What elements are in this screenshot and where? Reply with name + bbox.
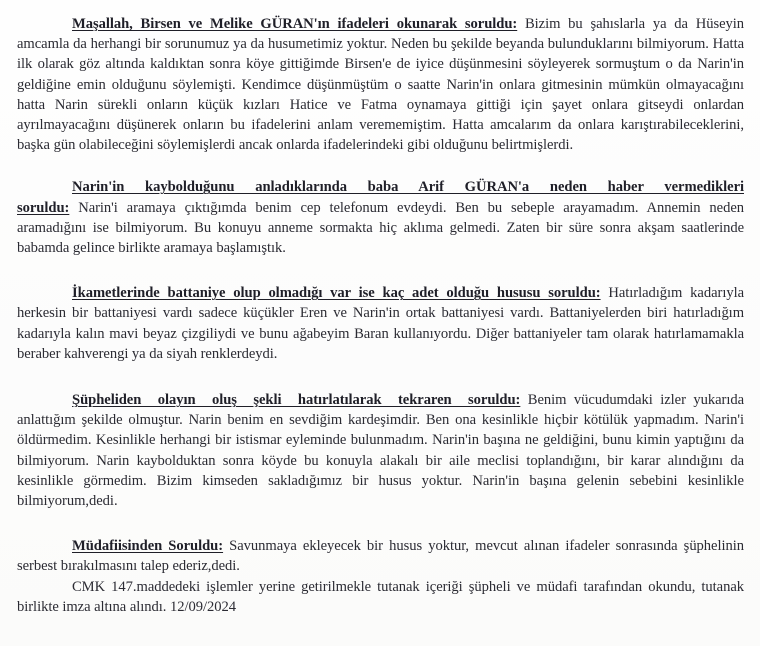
- answer-text: Benim vücudumdaki izler yukarıda anlattığım şekilde olmuştur. Narin benim en sevdiğim kardeşimdir. Ben ona kesinlikle hiçbir kötülük yapmadım. Narin'i öldürmedim. Kesinlikle herhangi bir istismar eyleminde bulunmadım. Narin'in başına ne geldiğini, bunu kimin yaptığını da bilmiyorum. Narin kaybolduktan sonra köyde bu konuyla alakalı bir aile meclisi toplandığını, bir karar alındığını da kesinlikle görmedim. Bizim kimseden sakladığımız bir husus yoktur. Narin'in başına gelenin sebebini kesinlikle bilmiyorum,dedi.: [17, 392, 744, 510]
- question-heading: Maşallah, Birsen ve Melike GÜRAN'ın ifadeleri okunarak soruldu:: [72, 16, 518, 32]
- question-heading: İkametlerinde battaniye olup olmadığı var ise kaç adet olduğu hususu soruldu:: [72, 285, 601, 302]
- closing-statement: CMK 147.maddedeki işlemler yerine getirilmekle tutanak içeriği şüpheli ve müdafi tarafından okundu, tutanak birlikte imza altına alındı. 12/09/2024: [17, 578, 744, 615]
- paragraph-testimony-comparison: [17, 14, 744, 155]
- question-heading: Narin'in kaybolduğunu anladıklarında baba Arif GÜRAN'a neden haber vermedikleri soruldu:: [17, 179, 744, 216]
- answer-text: Hatırladığım kadarıyla herkesin bir battaniyesi vardı sadece küçükler Eren ve Narin'in ortak battaniyesi vardı. Battaniyelerden biri hatırladığım kadarıyla kalın mavi beyaz çizgiliydi ve bunu ağabeyim Baran kullanıyordu. Diğer battaniyeler tam olarak hatırlamamakla beraber kahverengi ya da siyah renklerdeydi.: [17, 285, 745, 362]
- answer-text: Bizim bu şahıslarla ya da Hüseyin amcamla da herhangi bir sorunumuz ya da husumetimiz yoktur. Neden bu şekilde beyanda bulunduklarını bilmiyorum. Hatta ilk olarak göz altında kaldıktan sonra köye gittiğimde Birsen'e de iyice düşünmesini söyleyerek sormuştum o da Narin'in geldiğine emin olduğunu söylemişti. Kendimce düşünmüştüm o saatte Narin'in onlara gitmesinin mümkün olmayacağını hatta Narin sürekli onların küçük kızları Hatice ve Fatma oynamaya gittiği için şayet onlara gitseydi onlardan ayrılmayacağını düşünerek onların bu ifadelerini anlam verememiştim. Hatta amcalarım da onlara karıştırabileceklerini, başka gün olabileceğini söylemişlerdi ancak onlarda ifadelerindeki gibi olduğunu belirtmişlerdi.: [17, 16, 744, 154]
- answer-text: Narin'i aramaya çıktığımda benim cep telefonum evdeydi. Ben bu sebeple arayamadım. Annemin neden aramadığını ise bilmiyorum. Bu konuyu anneme sormakta hiç aklıma gelmedi. Zaten bir süre sonra akşam saatlerinde babamda gelince birlikte aramaya başlamıştık.: [17, 199, 744, 257]
- answer-text: Savunmaya ekleyecek bir husus yoktur, mevcut alınan ifadeler sonrasında şüphelinin serbest bırakılmasını talep ederiz,dedi.: [17, 538, 744, 575]
- paragraph-father-notification: [17, 177, 744, 258]
- paragraph-blankets: [17, 283, 744, 364]
- question-heading: Şüpheliden olayın oluş şekli hatırlatılarak tekraren soruldu:: [72, 392, 521, 409]
- paragraph-defense-counsel: [17, 536, 744, 576]
- question-heading: Müdafiisinden Soruldu:: [72, 538, 224, 555]
- paragraph-incident-recount: [17, 390, 744, 511]
